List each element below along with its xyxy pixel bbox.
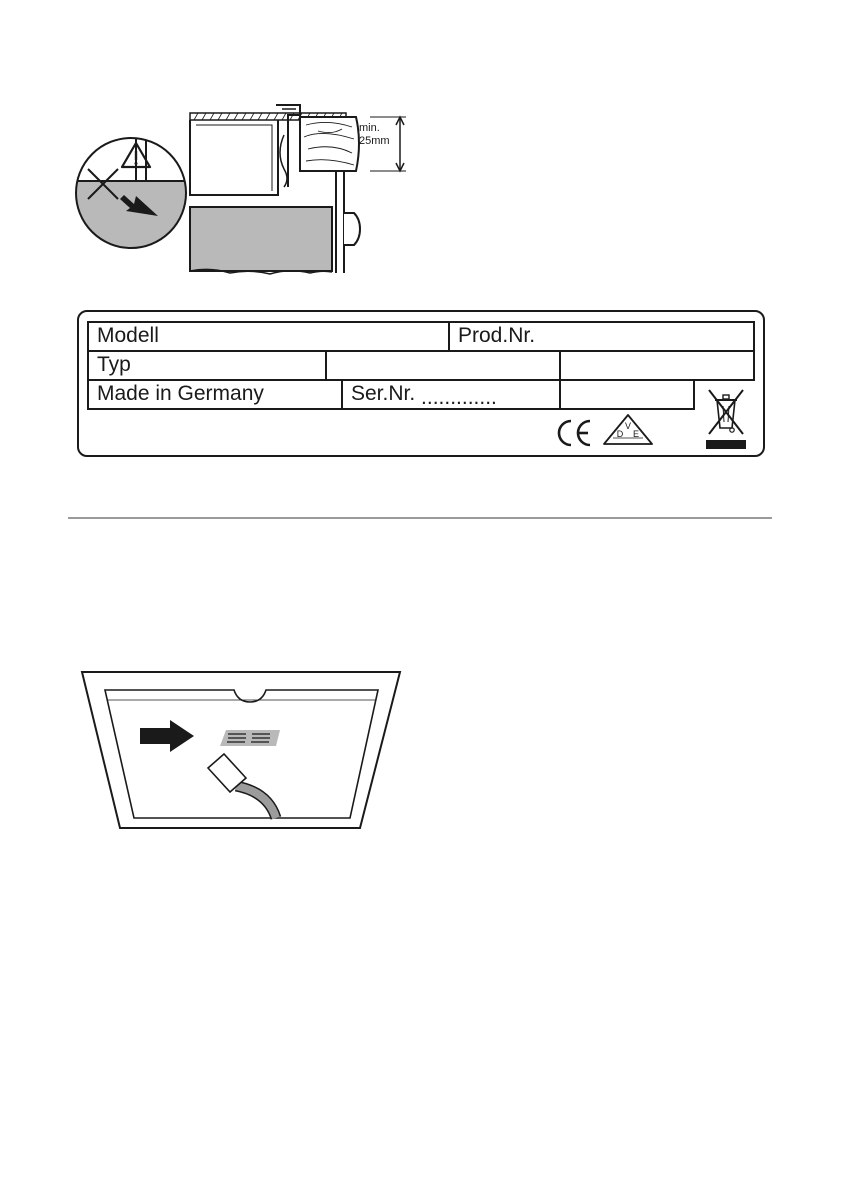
rating-plate-location-diagram <box>80 668 402 830</box>
dimension-label-min: min. <box>359 122 380 134</box>
type-value-field <box>325 350 561 381</box>
ser-nr-label: Ser.Nr. <box>351 382 416 405</box>
made-in-label: Made in Germany <box>97 382 264 405</box>
extra-field-1 <box>559 350 755 381</box>
section-divider <box>68 517 772 519</box>
model-field <box>87 321 450 352</box>
svg-text:V: V <box>624 421 632 431</box>
location-drawing <box>80 668 402 830</box>
arrow-icon <box>140 720 194 752</box>
type-label: Typ <box>97 353 131 376</box>
prod-nr-field <box>448 321 755 352</box>
model-label: Modell <box>97 324 159 347</box>
svg-text:E: E <box>632 429 640 439</box>
vde-mark-icon <box>601 412 655 448</box>
ser-nr-field <box>341 379 561 410</box>
prod-nr-label: Prod.Nr. <box>458 324 536 347</box>
installation-diagram <box>70 95 430 285</box>
dimension-label-value: 25mm <box>359 135 390 147</box>
detail-magnifier <box>70 130 200 261</box>
extra-field-2 <box>559 379 695 410</box>
made-in-field <box>87 379 343 410</box>
oven-frame <box>82 672 400 828</box>
ser-nr-value: ............. <box>421 386 497 409</box>
type-field <box>87 350 327 381</box>
rating-plate-icon <box>220 730 280 746</box>
rating-plate <box>77 310 765 457</box>
weee-bin-icon <box>703 384 749 450</box>
svg-text:D: D <box>616 429 624 439</box>
ce-mark-icon <box>555 418 593 448</box>
cable-plug-icon <box>208 754 276 818</box>
